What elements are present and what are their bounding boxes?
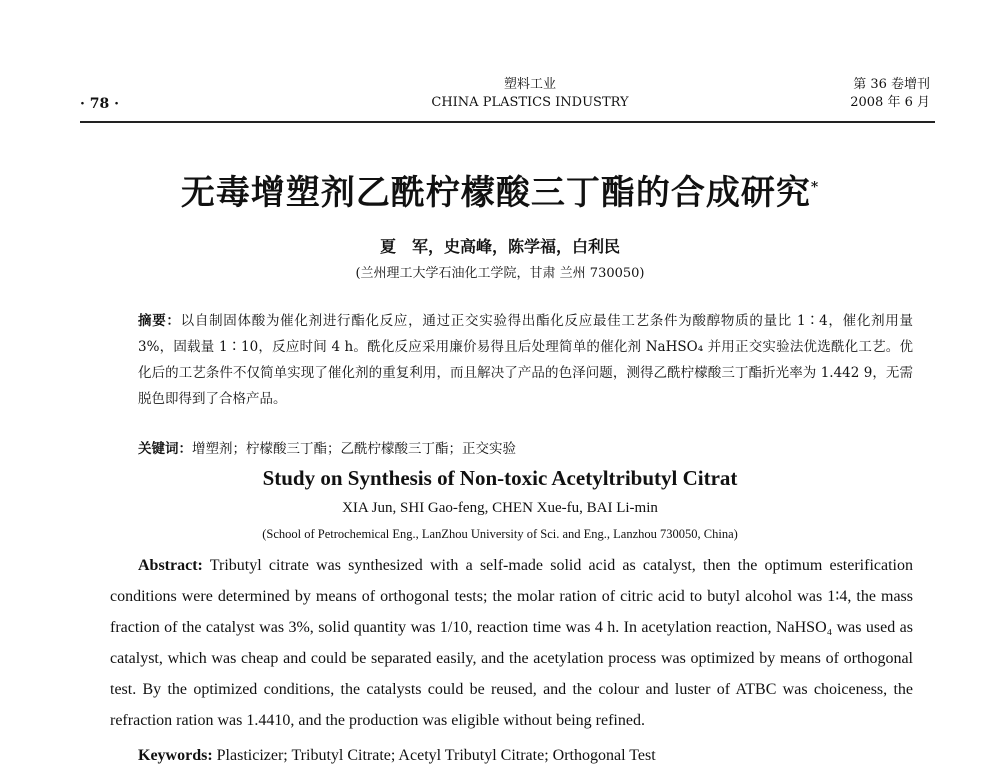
journal-name-en: CHINA PLASTICS INDUSTRY [431,95,629,110]
keywords-en [138,747,656,765]
paper-title-en: Study on Synthesis of Non-toxic Acetyltributyl Citrat [262,466,738,490]
keywords-cn-label: 关键词： [138,441,192,457]
authors-en: XIA Jun, SHI Gao-feng, CHEN Xue-fu, BAI Li-min [342,500,658,516]
header-rule [80,121,935,123]
keywords-en-text: Plasticizer; Tributyl Citrate; Acetyl Tributyl Citrate; Orthogonal Test [216,747,656,764]
abstract-cn [138,308,913,412]
authors: 夏 军，史高峰，陈学福，白利民 [379,237,620,256]
abstract-en-label: Abstract: [138,557,203,574]
abstract-cn-text: 以自制固体酸为催化剂进行酯化反应，通过正交实验得出酯化反应最佳工艺条件为酸醇物质的量比 1∶4，催化剂用量 3%，固载量 1∶10，反应时间 4 h。酰化反应采用廉价易得且后处理简单的催化剂 NaHSO₄ 并用正交实验法优选酰化工艺。优化后的工艺条件不仅简单实现了催化剂的重复利用，而且解决了产品的色泽问题，测得乙酰柠檬酸三丁酯折光率为 1.442 9，无需脱色即得到了合格产品。 [138,313,914,407]
paper-title [0,165,1000,214]
journal-name-cn: 塑料工业 [503,77,556,92]
abstract-en [110,550,913,736]
abstract-en-text: Tributyl citrate was synthesized with a self-made solid acid as catalyst, then the optimum esterification conditions were determined by means of orthogonal tests; the molar ration of citric acid to butyl alcohol was 1∶4, the mass fraction of the catalyst was 3%, solid quantity was 1/10, reaction time was 4 h. In acetylation reaction, NaHSO₄ was used as catalyst, which was cheap and could be separated easily, and the acetylation process was optimized by means of orthogonal test. By the optimized conditions, the catalysts could be reused, and the colour and luster of ATBC was choiceness, the refraction ration was 1.4410, and the production was eligible without being refined. [110,557,913,729]
page-number: · 78 · [80,96,119,112]
affiliation-en: (School of Petrochemical Eng., LanZhou University of Sci. and Eng., Lanzhou 730050, China) [262,527,738,541]
keywords-cn [138,437,516,457]
affiliation: (兰州理工大学石油化工学院，甘肃 兰州 730050) [355,266,645,281]
abstract-cn-label: 摘要： [138,313,181,329]
issue-info [780,76,930,112]
keywords-en-label: Keywords: [138,747,213,764]
journal-header [380,76,680,112]
date: 2008 年 6 月 [850,95,930,110]
keywords-cn-text: 增塑剂；柠檬酸三丁酯；乙酰柠檬酸三丁酯；正交实验 [192,441,516,457]
title-text: 无毒增塑剂乙酰柠檬酸三丁酯的合成研究 [180,173,811,213]
volume: 第 36 卷增刊 [853,77,930,92]
title-footnote-mark: * [810,179,820,196]
